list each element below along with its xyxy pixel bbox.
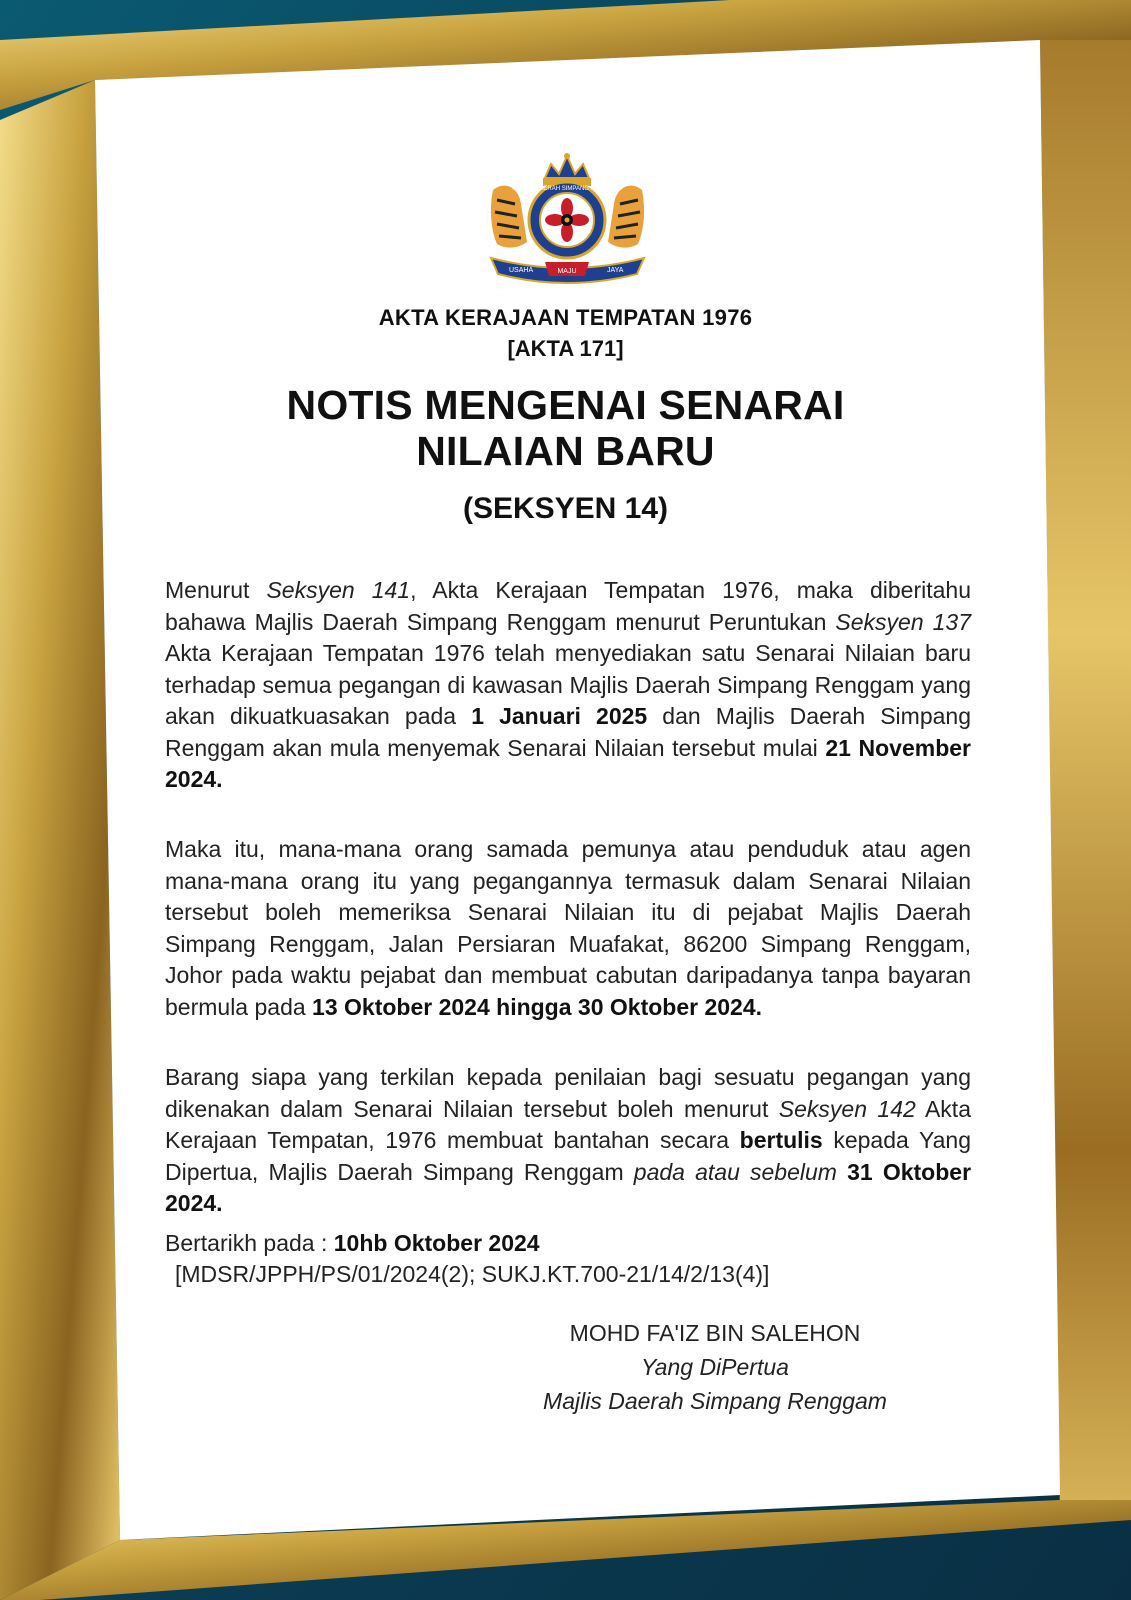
p1-text-1: Menurut	[165, 577, 267, 603]
notice-title-line1: NOTIS MENGENAI SENARAI	[286, 382, 845, 428]
dated-label: Bertarikh pada :	[165, 1230, 334, 1256]
p2-inspection-period: 13 Oktober 2024 hingga 30 Oktober 2024.	[312, 993, 763, 1020]
p3-deadline-date: 31 Oktober 2024.	[165, 1158, 972, 1216]
p3-section-142: Seksyen 142	[778, 1095, 916, 1122]
tiger-right-icon	[608, 186, 644, 248]
motto-jaya: JAYA	[607, 267, 624, 274]
signatory-organisation: Majlis Daerah Simpang Renggam	[543, 1388, 887, 1414]
p3-deadline-phrase: pada atau sebelum	[633, 1158, 837, 1185]
paragraph-3	[165, 1062, 971, 1220]
paragraph-2	[165, 834, 971, 1023]
p1-section-137: Seksyen 137	[835, 608, 972, 635]
council-crest-logo	[485, 150, 650, 290]
signatory-title: Yang DiPertua	[641, 1354, 789, 1380]
p1-review-date: 21 November 2024.	[165, 734, 971, 792]
signatory-name: MOHD FA'IZ BIN SALEHON	[569, 1320, 861, 1346]
motto-maju: MAJU	[557, 268, 577, 275]
p3-written: bertulis	[739, 1127, 823, 1153]
p1-text-4: dan Majlis Daerah Simpang Renggam akan mula menyemak Senarai Nilaian tersebut mulai	[165, 703, 971, 761]
p2-text-1: Maka itu, mana-mana orang samada pemunya atau penduduk atau agen mana-mana orang itu yang pegangannya termasuk dalam Senarai Nilaian tersebut boleh memeriksa Senarai Nilaian itu di pejabat Majlis Daerah Simpang Renggam, Jalan Persiaran Muafakat, 86200 Simpang Renggam, Johor pada waktu pejabat dan membuat cabutan daripadanya tanpa bayaran bermula pada	[165, 836, 971, 1020]
p3-text-4	[837, 1159, 847, 1185]
dated-line	[165, 1230, 540, 1257]
section-label: (SEKSYEN 14)	[462, 492, 669, 525]
paragraph-1	[165, 575, 971, 796]
p1-text-2: , Akta Kerajaan Tempatan 1976, maka diberitahu bahawa Majlis Daerah Simpang Renggam menurut Peruntukan	[165, 577, 971, 635]
p3-text-3: kepada Yang Dipertua, Majlis Daerah Simpang Renggam	[165, 1127, 971, 1185]
motto-usaha: USAHA	[509, 267, 534, 274]
crest-ring-text: MAJLIS DAERAH SIMPANG RENGGAM	[512, 186, 622, 192]
p1-section-141: Seksyen 141	[266, 577, 411, 603]
p3-text-1: Barang siapa yang terkilan kepada penilaian bagi sesuatu pegangan yang dikenakan dalam Senarai Nilaian tersebut boleh menurut	[165, 1064, 971, 1122]
p1-text-3: Akta Kerajaan Tempatan 1976 telah menyediakan satu Senarai Nilaian baru terhadap semua pegangan di kawasan Majlis Daerah Simpang Renggam yang akan dikuatkuasakan pada	[165, 640, 971, 729]
notice-title	[0, 382, 1131, 474]
act-number: [AKTA 171]	[507, 336, 624, 361]
tiger-left-icon	[491, 186, 527, 248]
act-title: AKTA KERAJAAN TEMPATAN 1976	[378, 305, 753, 330]
p3-text-2: Akta Kerajaan Tempatan, 1976 membuat bantahan secara	[165, 1095, 971, 1153]
reference-number: [MDSR/JPPH/PS/01/2024(2); SUKJ.KT.700-21/14/2/13(4)]	[175, 1261, 770, 1287]
dated-value: 10hb Oktober 2024	[333, 1230, 540, 1256]
notice-title-line2: NILAIAN BARU	[416, 428, 715, 474]
p1-effective-date: 1 Januari 2025	[471, 703, 648, 729]
